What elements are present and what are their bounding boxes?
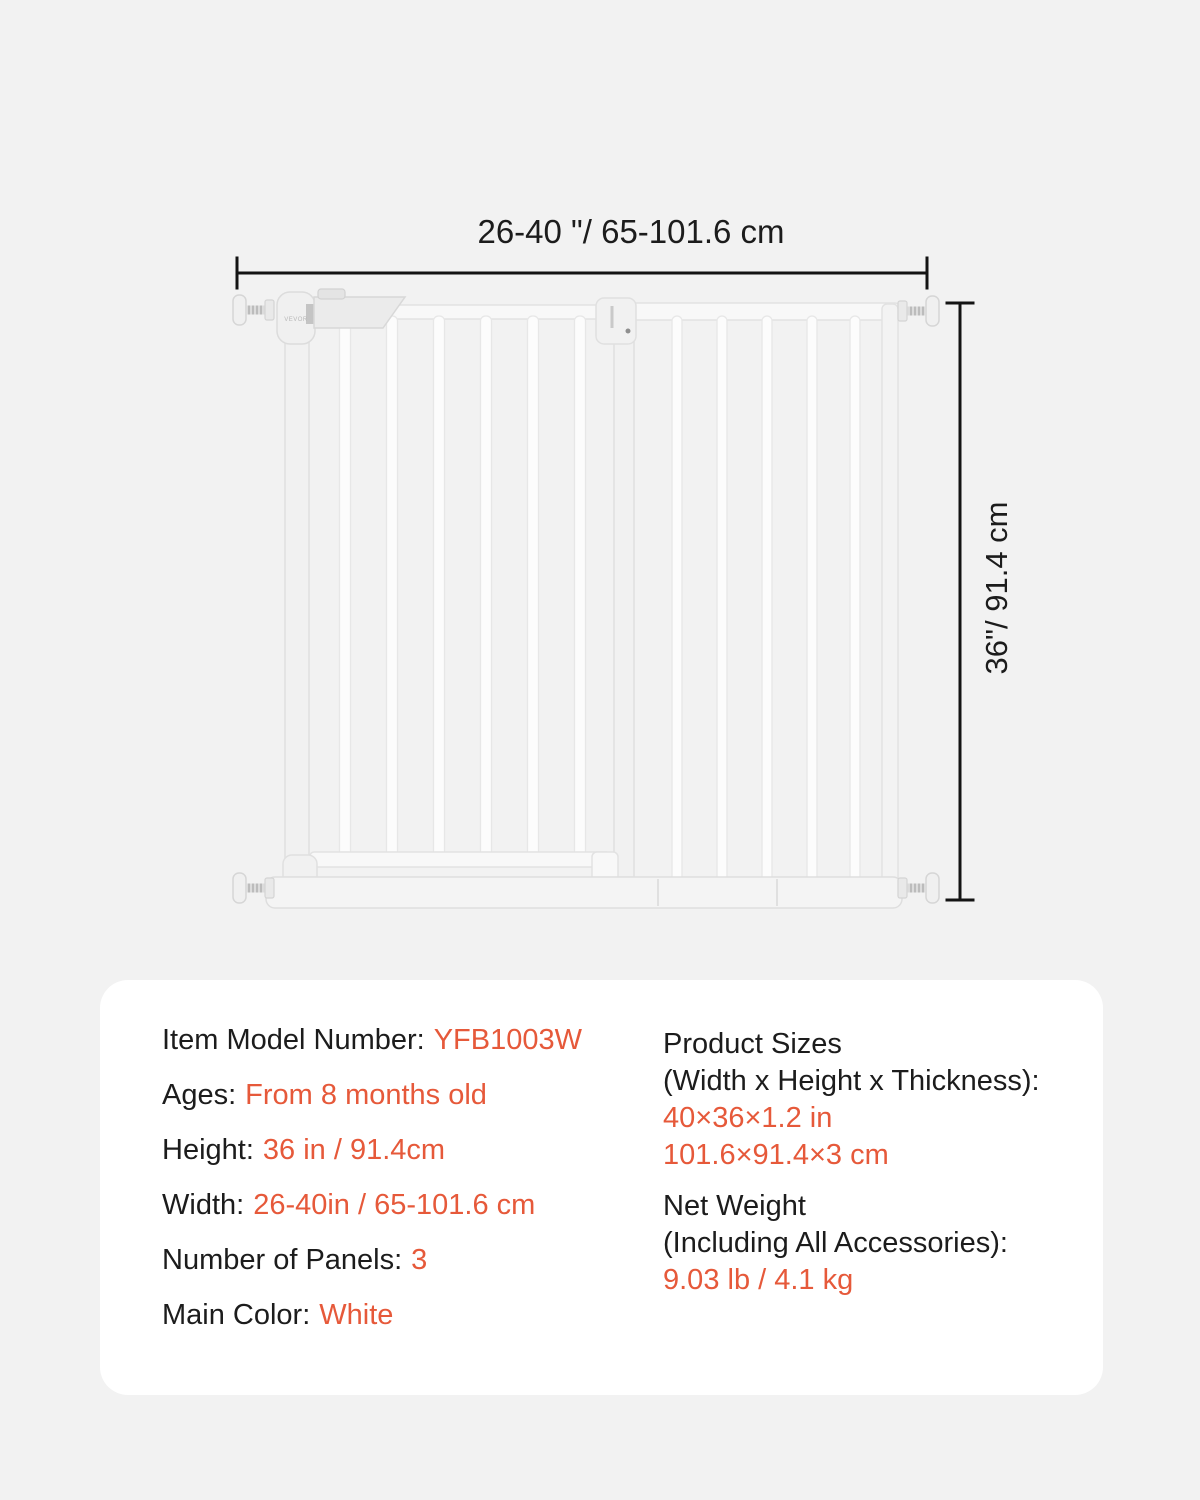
spec-number-of-panels: [162, 1246, 582, 1275]
spec-label: Number of Panels:: [162, 1244, 403, 1276]
height-dimension-line: [947, 303, 973, 900]
pressure-mount-knob-top-left: [233, 295, 274, 325]
spec-label: Main Color:: [162, 1299, 311, 1331]
spec-value: 101.6×91.4×3 cm: [663, 1139, 889, 1171]
spec-model-number: [162, 1026, 582, 1055]
spec-label: Product Sizes: [663, 1028, 842, 1060]
spec-label: (Including All Accessories):: [663, 1227, 1008, 1259]
spec-width: [162, 1191, 582, 1220]
spec-value: 26-40in / 65-101.6 cm: [253, 1189, 536, 1221]
spec-ages: [162, 1081, 582, 1110]
spec-value: 36 in / 91.4cm: [262, 1134, 446, 1166]
spec-product-sizes: [663, 1026, 1040, 1174]
spec-value: White: [319, 1299, 394, 1331]
extension-panel-bars: [672, 316, 860, 882]
spec-label: Item Model Number:: [162, 1024, 425, 1056]
panel-connector-bracket: [596, 298, 636, 884]
brand-logo-text: VEVOR: [284, 317, 308, 323]
spec-main-color: [162, 1301, 582, 1330]
spec-net-weight: [663, 1188, 1040, 1299]
spec-value: From 8 months old: [245, 1079, 487, 1111]
spec-height: [162, 1136, 582, 1165]
spec-label: (Width x Height x Thickness):: [663, 1065, 1040, 1097]
spec-label: Height:: [162, 1134, 254, 1166]
gate-left-post: [283, 300, 317, 888]
specs-card: [100, 980, 1103, 1395]
width-dimension-label: 26-40 "/ 65-101.6 cm: [477, 213, 785, 250]
spec-label: Net Weight: [663, 1190, 806, 1222]
gate-right-end-post: [882, 304, 898, 890]
pressure-mount-knob-top-right: [898, 296, 939, 326]
gate-top-rails: [390, 303, 900, 320]
height-dimension-label: 36"/ 91.4 cm: [979, 501, 1014, 675]
pressure-mount-knob-bottom-left: [233, 873, 274, 903]
spec-value: 40×36×1.2 in: [663, 1102, 833, 1134]
spec-label: Width:: [162, 1189, 245, 1221]
spec-value: YFB1003W: [433, 1024, 582, 1056]
specs-left-column: [162, 1026, 582, 1356]
specs-right-column: [663, 1026, 1040, 1299]
gate-bottom-rail: [266, 877, 902, 908]
spec-value: 3: [411, 1244, 428, 1276]
pressure-mount-knob-bottom-right: [898, 873, 939, 903]
door-panel-bars: [340, 316, 586, 860]
spec-label: Ages:: [162, 1079, 237, 1111]
width-dimension-line: [237, 258, 927, 288]
spec-value: 9.03 lb / 4.1 kg: [663, 1264, 854, 1296]
